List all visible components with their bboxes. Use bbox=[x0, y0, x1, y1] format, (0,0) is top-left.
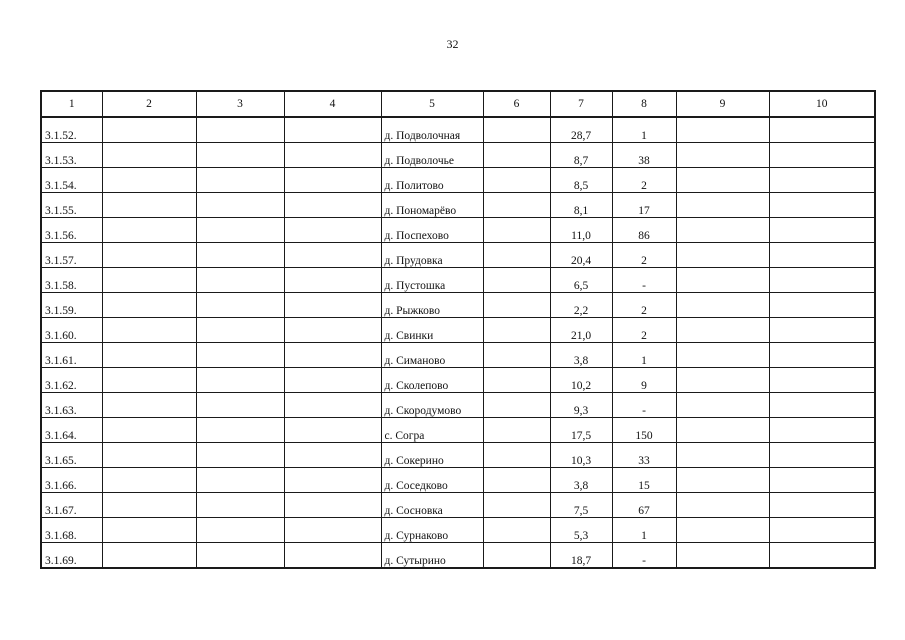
cell-empty bbox=[284, 468, 381, 493]
cell-number: 3.1.52. bbox=[41, 117, 102, 143]
cell-empty bbox=[676, 218, 769, 243]
cell-empty bbox=[676, 493, 769, 518]
table-row bbox=[41, 218, 875, 243]
cell-empty bbox=[483, 543, 550, 569]
column-header: 5 bbox=[381, 91, 483, 117]
cell-empty bbox=[483, 468, 550, 493]
cell-population: 2 bbox=[612, 318, 676, 343]
column-header: 6 bbox=[483, 91, 550, 117]
cell-empty bbox=[483, 218, 550, 243]
cell-population: 1 bbox=[612, 117, 676, 143]
cell-empty bbox=[284, 218, 381, 243]
cell-empty bbox=[102, 318, 196, 343]
cell-empty bbox=[196, 368, 284, 393]
cell-number: 3.1.62. bbox=[41, 368, 102, 393]
column-header: 2 bbox=[102, 91, 196, 117]
cell-distance: 20,4 bbox=[550, 243, 612, 268]
cell-empty bbox=[483, 143, 550, 168]
cell-settlement-name: д. Сокерино bbox=[381, 443, 483, 468]
cell-population: - bbox=[612, 393, 676, 418]
cell-empty bbox=[769, 393, 875, 418]
cell-empty bbox=[284, 268, 381, 293]
cell-empty bbox=[769, 468, 875, 493]
cell-settlement-name: д. Пустошка bbox=[381, 268, 483, 293]
cell-empty bbox=[483, 168, 550, 193]
cell-number: 3.1.69. bbox=[41, 543, 102, 569]
cell-empty bbox=[196, 193, 284, 218]
cell-settlement-name: д. Рыжково bbox=[381, 293, 483, 318]
cell-number: 3.1.63. bbox=[41, 393, 102, 418]
cell-population: 33 bbox=[612, 443, 676, 468]
cell-settlement-name: д. Сутырино bbox=[381, 543, 483, 569]
cell-settlement-name: д. Сосновка bbox=[381, 493, 483, 518]
cell-settlement-name: д. Подволочная bbox=[381, 117, 483, 143]
table-row bbox=[41, 343, 875, 368]
cell-distance: 10,3 bbox=[550, 443, 612, 468]
cell-distance: 8,5 bbox=[550, 168, 612, 193]
table-row bbox=[41, 243, 875, 268]
cell-population: 38 bbox=[612, 143, 676, 168]
cell-empty bbox=[483, 393, 550, 418]
cell-empty bbox=[196, 493, 284, 518]
cell-empty bbox=[769, 443, 875, 468]
table-row bbox=[41, 193, 875, 218]
cell-empty bbox=[483, 268, 550, 293]
cell-empty bbox=[284, 493, 381, 518]
cell-empty bbox=[676, 318, 769, 343]
cell-empty bbox=[102, 243, 196, 268]
cell-empty bbox=[483, 368, 550, 393]
cell-empty bbox=[196, 168, 284, 193]
cell-empty bbox=[483, 493, 550, 518]
cell-empty bbox=[102, 443, 196, 468]
cell-empty bbox=[483, 418, 550, 443]
cell-empty bbox=[102, 218, 196, 243]
cell-number: 3.1.57. bbox=[41, 243, 102, 268]
cell-number: 3.1.55. bbox=[41, 193, 102, 218]
cell-empty bbox=[676, 443, 769, 468]
cell-distance: 28,7 bbox=[550, 117, 612, 143]
cell-empty bbox=[769, 168, 875, 193]
cell-empty bbox=[102, 493, 196, 518]
cell-population: 2 bbox=[612, 293, 676, 318]
cell-empty bbox=[676, 143, 769, 168]
table-row bbox=[41, 318, 875, 343]
cell-empty bbox=[284, 368, 381, 393]
cell-empty bbox=[284, 443, 381, 468]
column-header: 8 bbox=[612, 91, 676, 117]
cell-empty bbox=[769, 268, 875, 293]
cell-settlement-name: д. Скородумово bbox=[381, 393, 483, 418]
cell-distance: 9,3 bbox=[550, 393, 612, 418]
cell-population: 9 bbox=[612, 368, 676, 393]
cell-number: 3.1.58. bbox=[41, 268, 102, 293]
cell-population: 2 bbox=[612, 168, 676, 193]
cell-settlement-name: д. Подволочье bbox=[381, 143, 483, 168]
cell-population: 150 bbox=[612, 418, 676, 443]
cell-empty bbox=[769, 143, 875, 168]
table-row bbox=[41, 493, 875, 518]
cell-empty bbox=[284, 393, 381, 418]
column-header: 3 bbox=[196, 91, 284, 117]
cell-empty bbox=[284, 243, 381, 268]
table-row bbox=[41, 168, 875, 193]
cell-number: 3.1.61. bbox=[41, 343, 102, 368]
cell-distance: 18,7 bbox=[550, 543, 612, 569]
column-header: 1 bbox=[41, 91, 102, 117]
table-row bbox=[41, 268, 875, 293]
cell-empty bbox=[483, 343, 550, 368]
cell-empty bbox=[196, 268, 284, 293]
cell-empty bbox=[676, 243, 769, 268]
cell-settlement-name: д. Свинки bbox=[381, 318, 483, 343]
column-header: 4 bbox=[284, 91, 381, 117]
cell-settlement-name: д. Симаново bbox=[381, 343, 483, 368]
cell-empty bbox=[769, 293, 875, 318]
cell-number: 3.1.53. bbox=[41, 143, 102, 168]
cell-distance: 7,5 bbox=[550, 493, 612, 518]
cell-distance: 5,3 bbox=[550, 518, 612, 543]
cell-empty bbox=[196, 518, 284, 543]
cell-empty bbox=[284, 143, 381, 168]
cell-empty bbox=[102, 168, 196, 193]
cell-empty bbox=[676, 518, 769, 543]
cell-distance: 3,8 bbox=[550, 343, 612, 368]
cell-empty bbox=[102, 293, 196, 318]
cell-empty bbox=[676, 368, 769, 393]
cell-empty bbox=[102, 468, 196, 493]
cell-empty bbox=[769, 493, 875, 518]
cell-empty bbox=[676, 418, 769, 443]
cell-empty bbox=[284, 193, 381, 218]
cell-empty bbox=[676, 117, 769, 143]
cell-empty bbox=[483, 518, 550, 543]
table-row bbox=[41, 293, 875, 318]
cell-settlement-name: д. Сколепово bbox=[381, 368, 483, 393]
cell-empty bbox=[102, 393, 196, 418]
table-row bbox=[41, 543, 875, 569]
cell-empty bbox=[676, 168, 769, 193]
cell-empty bbox=[483, 443, 550, 468]
cell-distance: 8,1 bbox=[550, 193, 612, 218]
cell-empty bbox=[102, 117, 196, 143]
cell-empty bbox=[676, 468, 769, 493]
cell-population: 17 bbox=[612, 193, 676, 218]
cell-settlement-name: с. Согра bbox=[381, 418, 483, 443]
table-row bbox=[41, 468, 875, 493]
cell-empty bbox=[102, 418, 196, 443]
cell-number: 3.1.56. bbox=[41, 218, 102, 243]
cell-empty bbox=[769, 343, 875, 368]
cell-empty bbox=[196, 543, 284, 569]
cell-empty bbox=[102, 343, 196, 368]
cell-number: 3.1.65. bbox=[41, 443, 102, 468]
cell-number: 3.1.54. bbox=[41, 168, 102, 193]
cell-empty bbox=[196, 243, 284, 268]
cell-population: 1 bbox=[612, 343, 676, 368]
table-row bbox=[41, 117, 875, 143]
cell-population: 15 bbox=[612, 468, 676, 493]
cell-empty bbox=[196, 343, 284, 368]
table-body bbox=[41, 117, 875, 568]
cell-empty bbox=[769, 368, 875, 393]
cell-empty bbox=[102, 193, 196, 218]
cell-distance: 11,0 bbox=[550, 218, 612, 243]
cell-empty bbox=[102, 518, 196, 543]
cell-population: - bbox=[612, 543, 676, 569]
cell-empty bbox=[769, 318, 875, 343]
cell-empty bbox=[676, 293, 769, 318]
cell-settlement-name: д. Пономарёво bbox=[381, 193, 483, 218]
cell-empty bbox=[102, 543, 196, 569]
header-row bbox=[41, 91, 875, 117]
table-row bbox=[41, 143, 875, 168]
page-number: 32 bbox=[446, 37, 459, 51]
table-row bbox=[41, 368, 875, 393]
cell-distance: 10,2 bbox=[550, 368, 612, 393]
cell-settlement-name: д. Соседково bbox=[381, 468, 483, 493]
cell-empty bbox=[196, 443, 284, 468]
settlements-table bbox=[40, 90, 876, 569]
cell-empty bbox=[769, 218, 875, 243]
cell-empty bbox=[196, 218, 284, 243]
cell-distance: 21,0 bbox=[550, 318, 612, 343]
cell-empty bbox=[676, 393, 769, 418]
cell-population: 1 bbox=[612, 518, 676, 543]
cell-empty bbox=[284, 343, 381, 368]
cell-empty bbox=[284, 518, 381, 543]
cell-empty bbox=[196, 143, 284, 168]
cell-population: 2 bbox=[612, 243, 676, 268]
cell-settlement-name: д. Политово bbox=[381, 168, 483, 193]
cell-settlement-name: д. Поспехово bbox=[381, 218, 483, 243]
cell-empty bbox=[769, 543, 875, 569]
cell-population: - bbox=[612, 268, 676, 293]
cell-empty bbox=[196, 393, 284, 418]
cell-empty bbox=[196, 293, 284, 318]
cell-empty bbox=[102, 268, 196, 293]
cell-distance: 6,5 bbox=[550, 268, 612, 293]
cell-empty bbox=[196, 318, 284, 343]
cell-number: 3.1.64. bbox=[41, 418, 102, 443]
cell-population: 86 bbox=[612, 218, 676, 243]
cell-empty bbox=[769, 418, 875, 443]
cell-empty bbox=[196, 468, 284, 493]
cell-number: 3.1.66. bbox=[41, 468, 102, 493]
cell-empty bbox=[483, 318, 550, 343]
cell-empty bbox=[284, 318, 381, 343]
column-header: 10 bbox=[769, 91, 875, 117]
cell-empty bbox=[483, 243, 550, 268]
cell-distance: 17,5 bbox=[550, 418, 612, 443]
column-header: 7 bbox=[550, 91, 612, 117]
cell-empty bbox=[284, 293, 381, 318]
table-row bbox=[41, 393, 875, 418]
cell-empty bbox=[676, 193, 769, 218]
cell-settlement-name: д. Сурнаково bbox=[381, 518, 483, 543]
cell-empty bbox=[769, 518, 875, 543]
cell-empty bbox=[483, 293, 550, 318]
table-row bbox=[41, 418, 875, 443]
cell-empty bbox=[196, 117, 284, 143]
cell-number: 3.1.68. bbox=[41, 518, 102, 543]
cell-empty bbox=[676, 268, 769, 293]
cell-number: 3.1.59. bbox=[41, 293, 102, 318]
table-row bbox=[41, 443, 875, 468]
cell-number: 3.1.60. bbox=[41, 318, 102, 343]
cell-empty bbox=[483, 193, 550, 218]
cell-empty bbox=[284, 117, 381, 143]
cell-population: 67 bbox=[612, 493, 676, 518]
cell-empty bbox=[676, 343, 769, 368]
cell-empty bbox=[102, 143, 196, 168]
cell-empty bbox=[676, 543, 769, 569]
cell-empty bbox=[769, 117, 875, 143]
cell-distance: 3,8 bbox=[550, 468, 612, 493]
cell-number: 3.1.67. bbox=[41, 493, 102, 518]
cell-empty bbox=[483, 117, 550, 143]
cell-distance: 8,7 bbox=[550, 143, 612, 168]
cell-empty bbox=[284, 418, 381, 443]
column-header: 9 bbox=[676, 91, 769, 117]
cell-empty bbox=[769, 243, 875, 268]
cell-empty bbox=[769, 193, 875, 218]
cell-settlement-name: д. Прудовка bbox=[381, 243, 483, 268]
table-row bbox=[41, 518, 875, 543]
cell-empty bbox=[284, 168, 381, 193]
cell-empty bbox=[284, 543, 381, 569]
cell-empty bbox=[196, 418, 284, 443]
cell-empty bbox=[102, 368, 196, 393]
cell-distance: 2,2 bbox=[550, 293, 612, 318]
